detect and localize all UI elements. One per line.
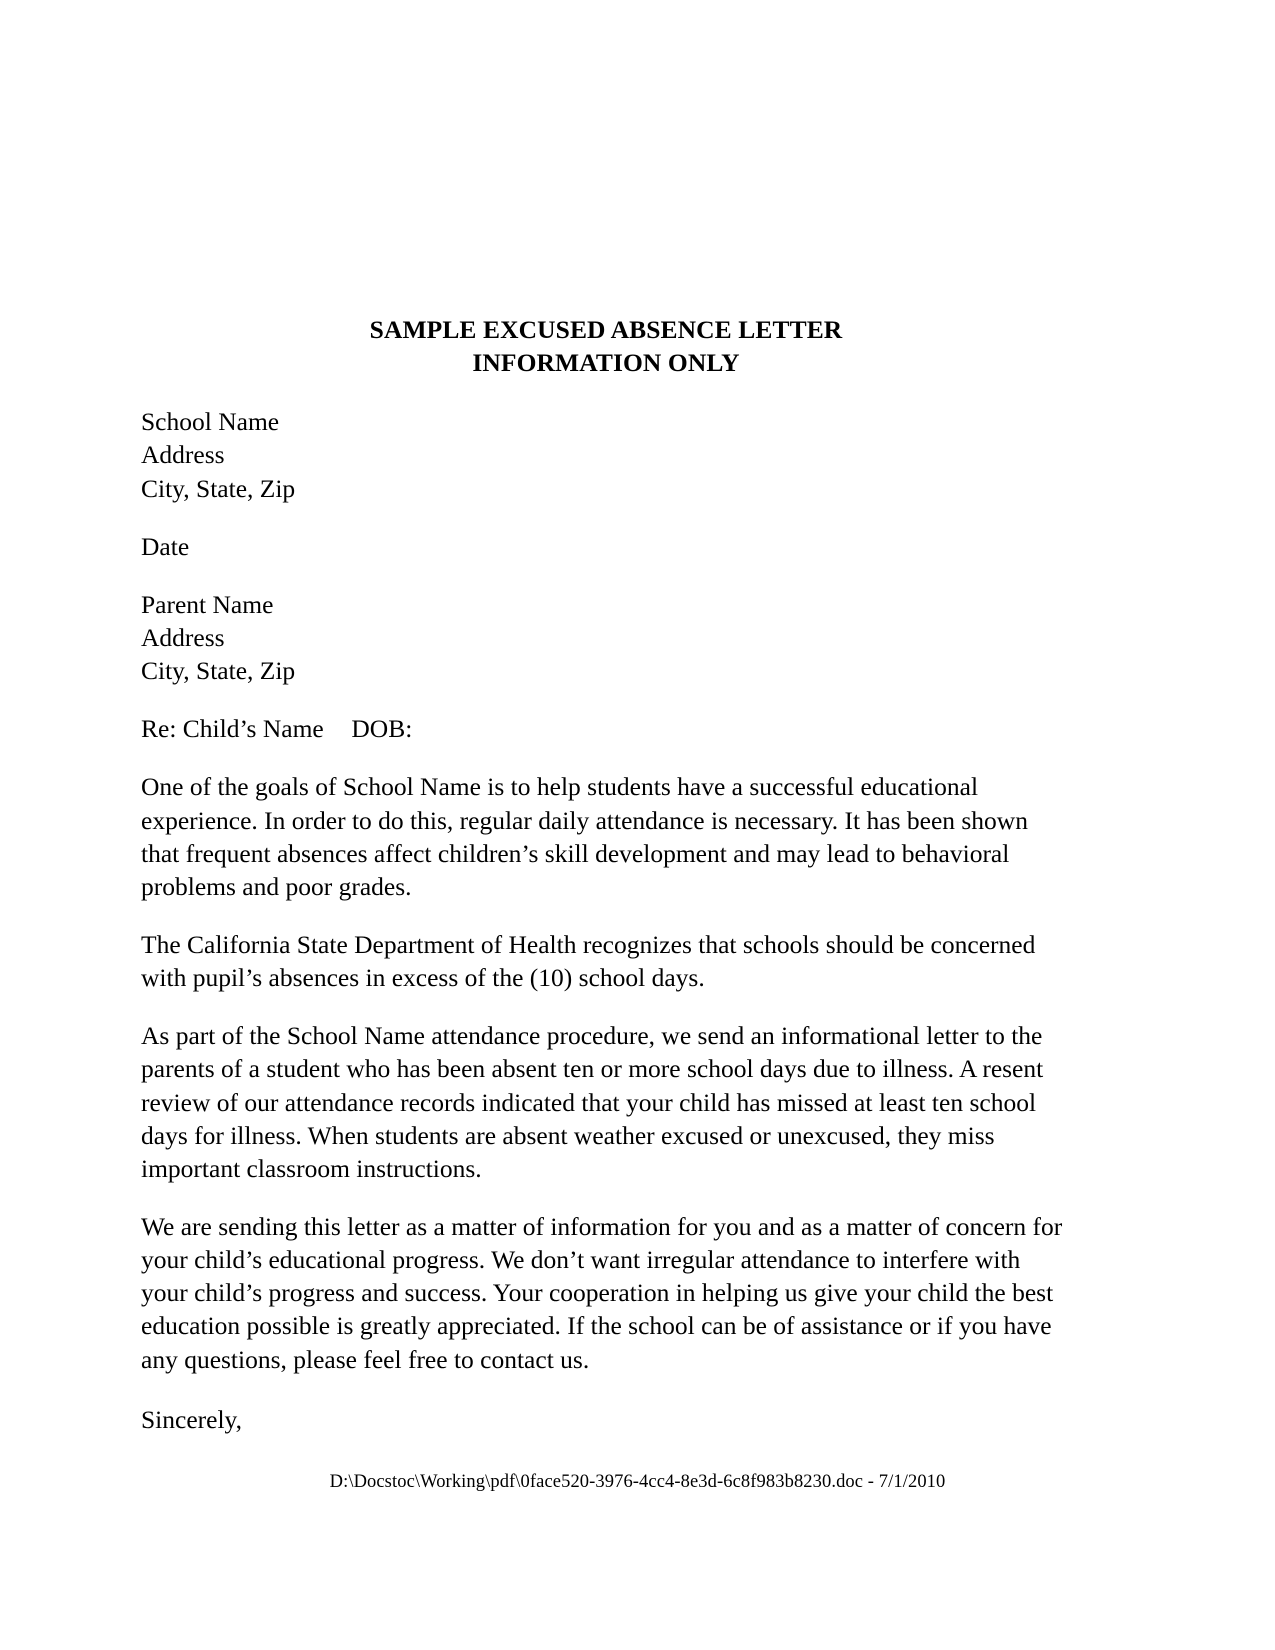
school-name: School Name (141, 407, 280, 437)
school-address-block (141, 405, 1071, 504)
date-block (141, 530, 1071, 563)
footer-file-path: D:\Docstoc\Working\pdf\0face520-3976-4cc4-8e3d-6c8f983b8230.doc - 7/1/2010 (329, 1472, 946, 1492)
paragraph-attendance-procedure: As part of the School Name attendance procedure, we send an informational letter to the parents of a student who has been absent ten or more school days due to illness. A resent review of our attendance records indicated that your child has missed at least ten school days for illness. When students are absent weather excused or unexcused, they miss important classroom instructions. (141, 1021, 1044, 1183)
paragraph-state-health: The California State Department of Health recognizes that schools should be concerned with pupil’s absences in excess of the (10) school days. (141, 929, 1036, 993)
subject-line-text: Re: Child’s Name DOB: (141, 714, 413, 744)
paragraph-goals: One of the goals of School Name is to help students have a successful educational experience. In order to do this, regular daily attendance is necessary. It has been shown that frequent absences affect children’s skill development and may lead to behavioral problems and poor grades. (141, 772, 1028, 901)
date-label: Date (141, 531, 190, 561)
recipient-street: Address (141, 622, 225, 652)
school-city-state-zip: City, State, Zip (141, 473, 296, 503)
title-line-1: SAMPLE EXCUSED ABSENCE LETTER (369, 315, 843, 344)
school-street: Address (141, 440, 225, 470)
recipient-address-block (141, 588, 1071, 687)
recipient-city-state-zip: City, State, Zip (141, 656, 296, 686)
title-line-2: INFORMATION ONLY (472, 348, 740, 378)
subject-line (141, 712, 1071, 745)
paragraph-closing-statement: We are sending this letter as a matter of information for you and as a matter of concern for your child’s educational progress. We don’t want irregular attendance to interfere with your child’s progress and success. Your cooperation in helping us give your child the best education possible is greatly appreciated. If the school can be of assistance or if you have any questions, please feel free to contact us. (141, 1211, 1063, 1374)
document-title (141, 313, 1071, 379)
letter-body (141, 313, 1071, 1436)
closing-salutation: Sincerely, (141, 1404, 243, 1434)
recipient-name: Parent Name (141, 589, 274, 619)
